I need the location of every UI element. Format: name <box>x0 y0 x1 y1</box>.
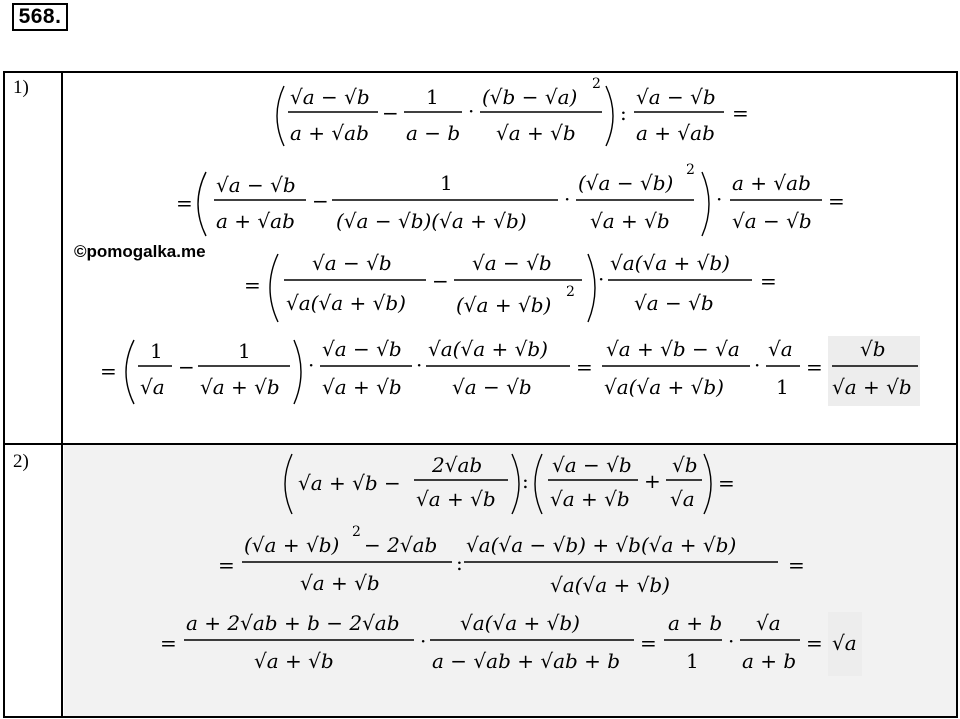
svg-text:√a − √b: √a − √b <box>322 337 402 361</box>
svg-text:√a + √b −: √a + √b − <box>298 471 401 495</box>
problem-number: 568. <box>12 3 68 31</box>
svg-text:2: 2 <box>566 284 575 300</box>
svg-text:√a − √b: √a − √b <box>552 453 632 477</box>
svg-text:√a − √b: √a − √b <box>634 291 714 315</box>
svg-text:√a + √b: √a + √b <box>300 571 380 595</box>
svg-text:·: · <box>598 267 605 291</box>
svg-text:(√b − √a): (√b − √a) <box>482 85 578 109</box>
svg-text:−: − <box>178 355 195 379</box>
svg-text:1: 1 <box>776 375 789 399</box>
svg-text:√a: √a <box>756 611 781 635</box>
svg-text:√a(√a + √b): √a(√a + √b) <box>428 337 548 361</box>
svg-text:√a(√a + √b): √a(√a + √b) <box>550 573 670 597</box>
row-2-label: 2) <box>13 451 29 472</box>
svg-text:√a: √a <box>768 337 793 361</box>
svg-text:(√a + √b): (√a + √b) <box>456 293 552 317</box>
svg-text:√a: √a <box>670 487 695 511</box>
svg-text:(√a + √b): (√a + √b) <box>244 533 340 557</box>
svg-text:2: 2 <box>592 76 601 92</box>
svg-text:√a − √b: √a − √b <box>636 85 716 109</box>
equation-2-line-1 <box>285 453 735 514</box>
svg-text:−: − <box>382 101 399 125</box>
equation-1-line-2 <box>176 162 845 236</box>
svg-text:√a + √b: √a + √b <box>590 209 670 233</box>
svg-text:√a + √b: √a + √b <box>416 487 496 511</box>
svg-text:=: = <box>640 631 657 655</box>
svg-text:=: = <box>828 189 845 213</box>
svg-text:a + b: a + b <box>668 611 723 635</box>
svg-text:=: = <box>718 471 735 495</box>
svg-text:√a + √b: √a + √b <box>322 375 402 399</box>
equation-1-line-3 <box>244 251 777 322</box>
svg-text:√a − √b: √a − √b <box>732 209 812 233</box>
svg-text:√a + √b: √a + √b <box>550 487 630 511</box>
equation-1-line-4 <box>100 337 918 404</box>
svg-text:√a(√a + √b): √a(√a + √b) <box>604 375 724 399</box>
svg-text:=: = <box>788 553 805 577</box>
svg-text:√a: √a <box>832 631 857 655</box>
svg-text:√a − √b: √a − √b <box>312 251 392 275</box>
svg-text:·: · <box>308 353 315 377</box>
svg-text:√a(√a + √b): √a(√a + √b) <box>286 291 406 315</box>
svg-text:√a(√a − √b) + √b(√a + √b): √a(√a − √b) + √b(√a + √b) <box>466 533 737 557</box>
svg-text:·: · <box>754 353 761 377</box>
svg-text::: : <box>456 551 463 575</box>
svg-text:(√a − √b): (√a − √b) <box>578 171 674 195</box>
svg-text:=: = <box>100 359 117 383</box>
svg-text:·: · <box>416 353 423 377</box>
svg-text:·: · <box>728 629 735 653</box>
svg-text:=: = <box>806 631 823 655</box>
svg-text:√a − √b: √a − √b <box>472 251 552 275</box>
svg-text:√a − √b: √a − √b <box>290 85 370 109</box>
equation-1-line-1 <box>277 76 749 146</box>
svg-text:√a + √b − √a: √a + √b − √a <box>606 337 740 361</box>
svg-text:√a − √b: √a − √b <box>216 173 296 197</box>
svg-text:·: · <box>468 99 475 123</box>
svg-text:√a(√a + √b): √a(√a + √b) <box>460 611 580 635</box>
svg-text:·: · <box>420 629 427 653</box>
svg-text:1: 1 <box>238 339 251 363</box>
svg-text:·: · <box>716 187 723 211</box>
svg-text:√a + √b: √a + √b <box>254 649 334 673</box>
svg-text:√b: √b <box>672 453 698 477</box>
svg-text:− 2√ab: − 2√ab <box>364 533 438 557</box>
svg-text:a + √ab: a + √ab <box>636 121 715 145</box>
equation-2-line-3 <box>160 611 857 673</box>
svg-text:2: 2 <box>686 162 695 178</box>
svg-text:√a(√a + √b): √a(√a + √b) <box>610 251 730 275</box>
svg-text:a + 2√ab + b − 2√ab: a + 2√ab + b − 2√ab <box>186 611 400 635</box>
svg-text:·: · <box>564 187 571 211</box>
svg-text:=: = <box>218 553 235 577</box>
svg-text:=: = <box>160 631 177 655</box>
svg-text:a − b: a − b <box>406 121 461 145</box>
svg-text:=: = <box>576 355 593 379</box>
svg-text:√a + √b: √a + √b <box>200 375 280 399</box>
svg-text::: : <box>522 469 529 493</box>
svg-text:2: 2 <box>352 524 361 540</box>
svg-text:√a: √a <box>140 375 165 399</box>
svg-text:1: 1 <box>440 171 453 195</box>
svg-text:=: = <box>176 191 193 215</box>
equation-2-line-2 <box>218 524 805 597</box>
svg-text:1: 1 <box>426 85 439 109</box>
svg-text:a + √ab: a + √ab <box>216 209 295 233</box>
svg-text:√a − √b: √a − √b <box>452 375 532 399</box>
svg-text::: : <box>620 101 627 125</box>
svg-text:1: 1 <box>686 649 699 673</box>
svg-text:(√a − √b)(√a + √b): (√a − √b)(√a + √b) <box>336 209 527 233</box>
svg-text:−: − <box>432 269 449 293</box>
svg-text:√a + √b: √a + √b <box>832 375 912 399</box>
svg-text:+: + <box>644 469 661 493</box>
svg-text:=: = <box>732 101 749 125</box>
svg-text:=: = <box>760 269 777 293</box>
row-1-label: 1) <box>13 77 29 98</box>
svg-text:2√ab: 2√ab <box>432 453 483 477</box>
svg-text:a + √ab: a + √ab <box>732 171 811 195</box>
svg-text:√a + √b: √a + √b <box>496 121 576 145</box>
watermark: ©pomogalka.me <box>74 242 206 261</box>
svg-text:−: − <box>312 189 329 213</box>
svg-text:=: = <box>244 273 261 297</box>
svg-text:=: = <box>806 355 823 379</box>
svg-text:1: 1 <box>150 339 163 363</box>
svg-text:√b: √b <box>860 337 886 361</box>
svg-text:a + b: a + b <box>742 649 797 673</box>
svg-text:a − √ab + √ab + b: a − √ab + √ab + b <box>432 649 621 673</box>
svg-text:a + √ab: a + √ab <box>290 121 369 145</box>
